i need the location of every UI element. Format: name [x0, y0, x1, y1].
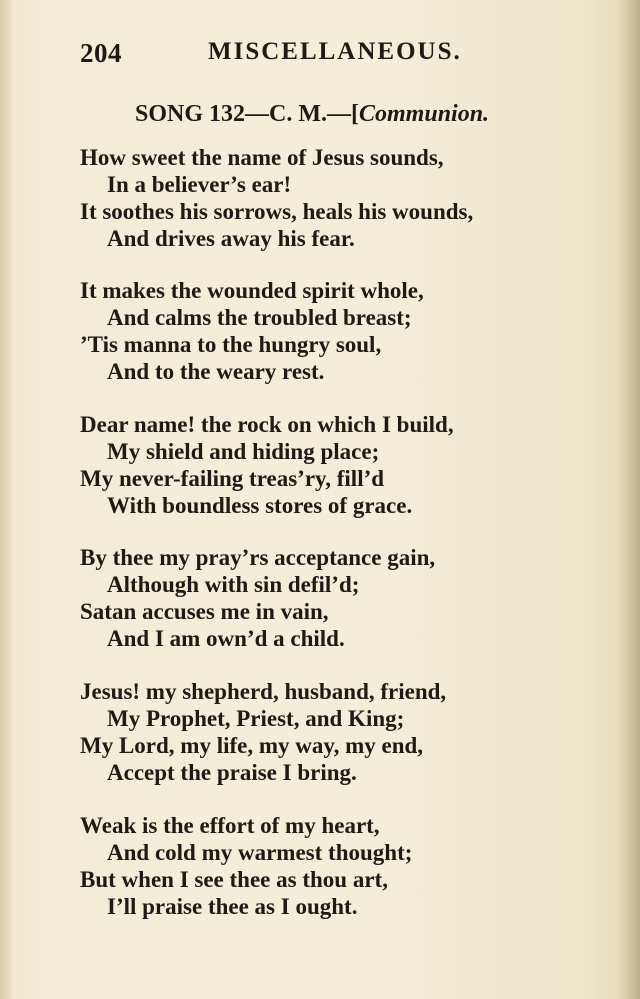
- verse-line: ’Tis manna to the hungry soul,: [80, 332, 382, 357]
- page-gutter-shadow: [0, 0, 14, 999]
- running-head: MISCELLANEOUS.: [208, 38, 462, 65]
- verse-line: In a believer’s ear!: [107, 172, 292, 197]
- verse-line: Jesus! my shepherd, husband, friend,: [80, 679, 447, 704]
- verse-line: But when I see thee as thou art,: [80, 867, 388, 892]
- verse-line: How sweet the name of Jesus sounds,: [80, 145, 444, 170]
- verse-line: And cold my warmest thought;: [107, 840, 413, 865]
- song-occasion: Communion.: [359, 101, 490, 127]
- song-number-meter: SONG 132—C. M.—[: [135, 101, 359, 127]
- verse-line: With boundless stores of grace.: [107, 493, 413, 518]
- stanza-2: [80, 277, 580, 385]
- verse-line: Accept the praise I bring.: [107, 760, 357, 785]
- verse-line: And to the weary rest.: [107, 359, 325, 384]
- verse-line: Weak is the effort of my heart,: [80, 813, 380, 838]
- verse-line: And I am own’d a child.: [107, 626, 345, 651]
- stanza-4: [80, 544, 580, 652]
- verse-line: My never-failing treas’ry, fill’d: [80, 466, 385, 491]
- stanza-3: [80, 411, 580, 519]
- stanza-1: [80, 144, 580, 252]
- verse-line: My shield and hiding place;: [107, 439, 380, 464]
- verse-line: And drives away his fear.: [107, 226, 355, 251]
- verse-line: Satan accuses me in vain,: [80, 599, 329, 624]
- page-edge-shadow: [618, 0, 640, 999]
- stanza-5: [80, 678, 580, 786]
- verse-line: It soothes his sorrows, heals his wounds,: [80, 199, 474, 224]
- verse-line: My Prophet, Priest, and King;: [107, 706, 405, 731]
- verse-line: I’ll praise thee as I ought.: [107, 894, 358, 919]
- verse-line: Although with sin defil’d;: [107, 572, 360, 597]
- page-header: [80, 38, 500, 72]
- page-number: 204: [80, 38, 122, 68]
- verse-line: And calms the troubled breast;: [107, 305, 412, 330]
- verse-line: Dear name! the rock on which I build,: [80, 412, 454, 437]
- song-heading: [135, 101, 489, 128]
- verse-line: My Lord, my life, my way, my end,: [80, 733, 424, 758]
- verse-line: By thee my pray’rs acceptance gain,: [80, 545, 436, 570]
- verse-line: It makes the wounded spirit whole,: [80, 278, 424, 303]
- stanza-6: [80, 812, 580, 920]
